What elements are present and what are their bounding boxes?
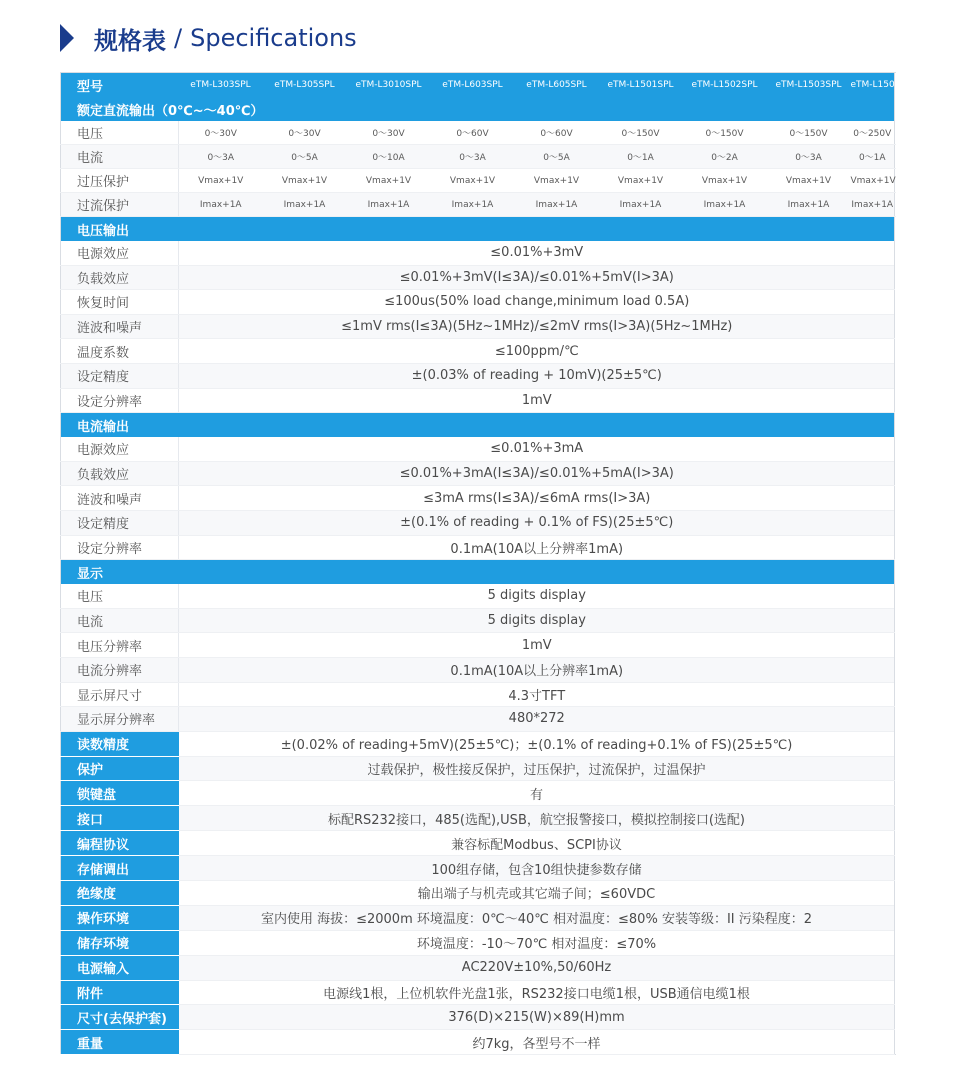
- section-current-output-title: 电流输出: [61, 413, 895, 438]
- model-name: eTM-L303SPL: [179, 73, 263, 98]
- model-label: 型号: [61, 73, 179, 98]
- cell-value: 0～30V: [347, 121, 431, 145]
- section-voltage-output-title: 电压输出: [61, 217, 895, 242]
- row-label: 读数精度: [61, 731, 179, 756]
- section-display: [61, 560, 895, 585]
- table-row: [61, 633, 895, 658]
- cell-value: 0～30V: [263, 121, 347, 145]
- cell-value: Vmax+1V: [347, 169, 431, 193]
- page-title: [60, 18, 357, 58]
- cell-value: Vmax+1V: [851, 169, 895, 193]
- cell-value: Vmax+1V: [599, 169, 683, 193]
- cell-value: 0～5A: [515, 145, 599, 169]
- cell-value: ≤1mV rms(I≤3A)(5Hz~1MHz)/≤2mV rms(I>3A)(5Hz~1MHz): [179, 314, 895, 339]
- cell-value: Imax+1A: [683, 193, 767, 217]
- row-label: 过流保护: [61, 193, 179, 217]
- cell-value: 0～150V: [599, 121, 683, 145]
- section-rated-output-title: 额定直流输出（0℃~～40℃）: [61, 97, 895, 121]
- cell-value: 0～10A: [347, 145, 431, 169]
- cell-value: 有: [179, 781, 895, 806]
- table-row: [61, 363, 895, 388]
- cell-value: 5 digits display: [179, 584, 895, 608]
- cell-value: 0～1A: [851, 145, 895, 169]
- row-label: 电源效应: [61, 437, 179, 461]
- cell-value: 兼容标配Modbus、SCPI协议: [179, 831, 895, 856]
- cell-value: 环境温度：-10～70℃ 相对温度：≤70%: [179, 930, 895, 955]
- table-row: [61, 608, 895, 633]
- table-row: [61, 1005, 895, 1030]
- cell-value: AC220V±10%,50/60Hz: [179, 955, 895, 980]
- cell-value: 0.1mA(10A以上分辨率1mA): [179, 657, 895, 682]
- cell-value: 0～1A: [599, 145, 683, 169]
- table-row: [61, 856, 895, 881]
- row-label: 电流: [61, 145, 179, 169]
- table-row: [61, 241, 895, 265]
- cell-value: ±(0.02% of reading+5mV)(25±5℃)；±(0.1% of reading+0.1% of FS)(25±5℃): [179, 731, 895, 756]
- table-row: [61, 265, 895, 290]
- table-row: [61, 930, 895, 955]
- model-name: eTM-L1503SPL: [767, 73, 851, 98]
- spec-table: [60, 72, 917, 1055]
- table-row: [61, 881, 895, 906]
- cell-value: 480*272: [179, 707, 895, 732]
- table-row: [61, 535, 895, 560]
- section-current-output: [61, 413, 895, 438]
- table-row: [61, 339, 895, 364]
- table-row: [61, 193, 895, 217]
- row-label: 保护: [61, 756, 179, 781]
- table-row: [61, 831, 895, 856]
- cell-value: ≤0.01%+3mA(I≤3A)/≤0.01%+5mA(I>3A): [179, 461, 895, 486]
- row-label: 设定精度: [61, 510, 179, 535]
- cell-value: ≤0.01%+3mA: [179, 437, 895, 461]
- cell-value: Vmax+1V: [683, 169, 767, 193]
- row-label: 电压: [61, 584, 179, 608]
- cell-value: 0～150V: [683, 121, 767, 145]
- table-row: [61, 169, 895, 193]
- model-name: eTM-L3010SPL: [347, 73, 431, 98]
- table-row: [61, 731, 895, 756]
- row-label: 电源输入: [61, 955, 179, 980]
- cell-value: Vmax+1V: [515, 169, 599, 193]
- cell-value: 0～150V: [767, 121, 851, 145]
- row-label: 过压保护: [61, 169, 179, 193]
- cell-value: Imax+1A: [767, 193, 851, 217]
- cell-value: Imax+1A: [431, 193, 515, 217]
- cell-value: Imax+1A: [347, 193, 431, 217]
- cell-value: 1mV: [179, 388, 895, 413]
- table-row: [61, 437, 895, 461]
- cell-value: Imax+1A: [515, 193, 599, 217]
- table-row: [61, 121, 895, 145]
- table-row: [61, 905, 895, 930]
- row-label: 绝缘度: [61, 881, 179, 906]
- cell-value: Vmax+1V: [767, 169, 851, 193]
- model-name: eTM-L603SPL: [431, 73, 515, 98]
- row-label: 尺寸(去保护套): [61, 1005, 179, 1030]
- cell-value: 0～30V: [179, 121, 263, 145]
- title-chinese: 规格表: [94, 26, 166, 55]
- row-label: 接口: [61, 806, 179, 831]
- row-label: 锁键盘: [61, 781, 179, 806]
- table-row: [61, 756, 895, 781]
- table-row: [61, 290, 895, 315]
- row-label: 涟波和噪声: [61, 486, 179, 511]
- cell-value: 电源线1根，上位机软件光盘1张，RS232接口电缆1根，USB通信电缆1根: [179, 980, 895, 1005]
- cell-value: 100组存储，包含10组快捷参数存储: [179, 856, 895, 881]
- cell-value: 0～2A: [683, 145, 767, 169]
- table-row: [61, 955, 895, 980]
- table-row: [61, 806, 895, 831]
- row-label: 负载效应: [61, 265, 179, 290]
- section-rated-output: [61, 97, 895, 121]
- cell-value: Vmax+1V: [263, 169, 347, 193]
- cell-value: 约7kg，各型号不一样: [179, 1030, 895, 1055]
- row-label: 设定分辨率: [61, 388, 179, 413]
- cell-value: ≤3mA rms(I≤3A)/≤6mA rms(I>3A): [179, 486, 895, 511]
- table-row: [61, 707, 895, 732]
- table-row: [61, 145, 895, 169]
- row-label: 设定分辨率: [61, 535, 179, 560]
- cell-value: ≤0.01%+3mV: [179, 241, 895, 265]
- cell-value: ≤100ppm/℃: [179, 339, 895, 364]
- cell-value: 0～3A: [431, 145, 515, 169]
- cell-value: 5 digits display: [179, 608, 895, 633]
- row-label: 电压分辨率: [61, 633, 179, 658]
- row-label: 涟波和噪声: [61, 314, 179, 339]
- table-row: [61, 781, 895, 806]
- cell-value: 标配RS232接口，485(选配),USB，航空报警接口，模拟控制接口(选配): [179, 806, 895, 831]
- title-separator: /: [174, 24, 183, 52]
- cell-value: Vmax+1V: [179, 169, 263, 193]
- row-label: 显示屏尺寸: [61, 682, 179, 707]
- cell-value: 376(D)×215(W)×89(H)mm: [179, 1005, 895, 1030]
- cell-value: 0～5A: [263, 145, 347, 169]
- chevron-right-icon: [60, 24, 74, 52]
- row-label: 储存环境: [61, 930, 179, 955]
- model-name: eTM-L1501SPL: [599, 73, 683, 98]
- row-label: 操作环境: [61, 905, 179, 930]
- section-display-title: 显示: [61, 560, 895, 585]
- row-label: 显示屏分辨率: [61, 707, 179, 732]
- table-row: [61, 510, 895, 535]
- cell-value: ±(0.03% of reading + 10mV)(25±5℃): [179, 363, 895, 388]
- cell-value: Vmax+1V: [431, 169, 515, 193]
- table-row: [61, 980, 895, 1005]
- cell-value: Imax+1A: [599, 193, 683, 217]
- row-label: 恢复时间: [61, 290, 179, 315]
- model-name: eTM-L305SPL: [263, 73, 347, 98]
- title-english: Specifications: [190, 24, 357, 52]
- model-name: eTM-L1503SPL: [851, 73, 895, 98]
- cell-value: 0～60V: [515, 121, 599, 145]
- section-voltage-output: [61, 217, 895, 242]
- cell-value: 0～3A: [179, 145, 263, 169]
- cell-value: 0.1mA(10A以上分辨率1mA): [179, 535, 895, 560]
- row-label: 附件: [61, 980, 179, 1005]
- table-row: [61, 314, 895, 339]
- table-row: [61, 584, 895, 608]
- cell-value: ≤100us(50% load change,minimum load 0.5A): [179, 290, 895, 315]
- table-row: [61, 461, 895, 486]
- cell-value: 输出端子与机壳或其它端子间；≤60VDC: [179, 881, 895, 906]
- cell-value: 0～60V: [431, 121, 515, 145]
- table-row: [61, 657, 895, 682]
- row-label: 温度系数: [61, 339, 179, 364]
- cell-value: 0～250V: [851, 121, 895, 145]
- table-row: [61, 388, 895, 413]
- row-label: 电压: [61, 121, 179, 145]
- cell-value: ±(0.1% of reading + 0.1% of FS)(25±5℃): [179, 510, 895, 535]
- row-label: 电流: [61, 608, 179, 633]
- cell-value: Imax+1A: [851, 193, 895, 217]
- cell-value: 过载保护，极性接反保护，过压保护，过流保护，过温保护: [179, 756, 895, 781]
- model-row: [61, 73, 895, 98]
- table-row: [61, 486, 895, 511]
- row-label: 存储调出: [61, 856, 179, 881]
- model-name: eTM-L1502SPL: [683, 73, 767, 98]
- cell-value: Imax+1A: [263, 193, 347, 217]
- row-label: 设定精度: [61, 363, 179, 388]
- cell-value: Imax+1A: [179, 193, 263, 217]
- cell-value: 室内使用 海拔：≤2000m 环境温度：0℃～40℃ 相对温度：≤80% 安装等级：II 污染程度：2: [179, 905, 895, 930]
- row-label: 编程协议: [61, 831, 179, 856]
- cell-value: 0～3A: [767, 145, 851, 169]
- row-label: 电源效应: [61, 241, 179, 265]
- model-name: eTM-L605SPL: [515, 73, 599, 98]
- cell-value: 1mV: [179, 633, 895, 658]
- cell-value: ≤0.01%+3mV(I≤3A)/≤0.01%+5mV(I>3A): [179, 265, 895, 290]
- table-row: [61, 682, 895, 707]
- table-row: [61, 1030, 895, 1055]
- cell-value: 4.3寸TFT: [179, 682, 895, 707]
- row-label: 重量: [61, 1030, 179, 1055]
- row-label: 电流分辨率: [61, 657, 179, 682]
- row-label: 负载效应: [61, 461, 179, 486]
